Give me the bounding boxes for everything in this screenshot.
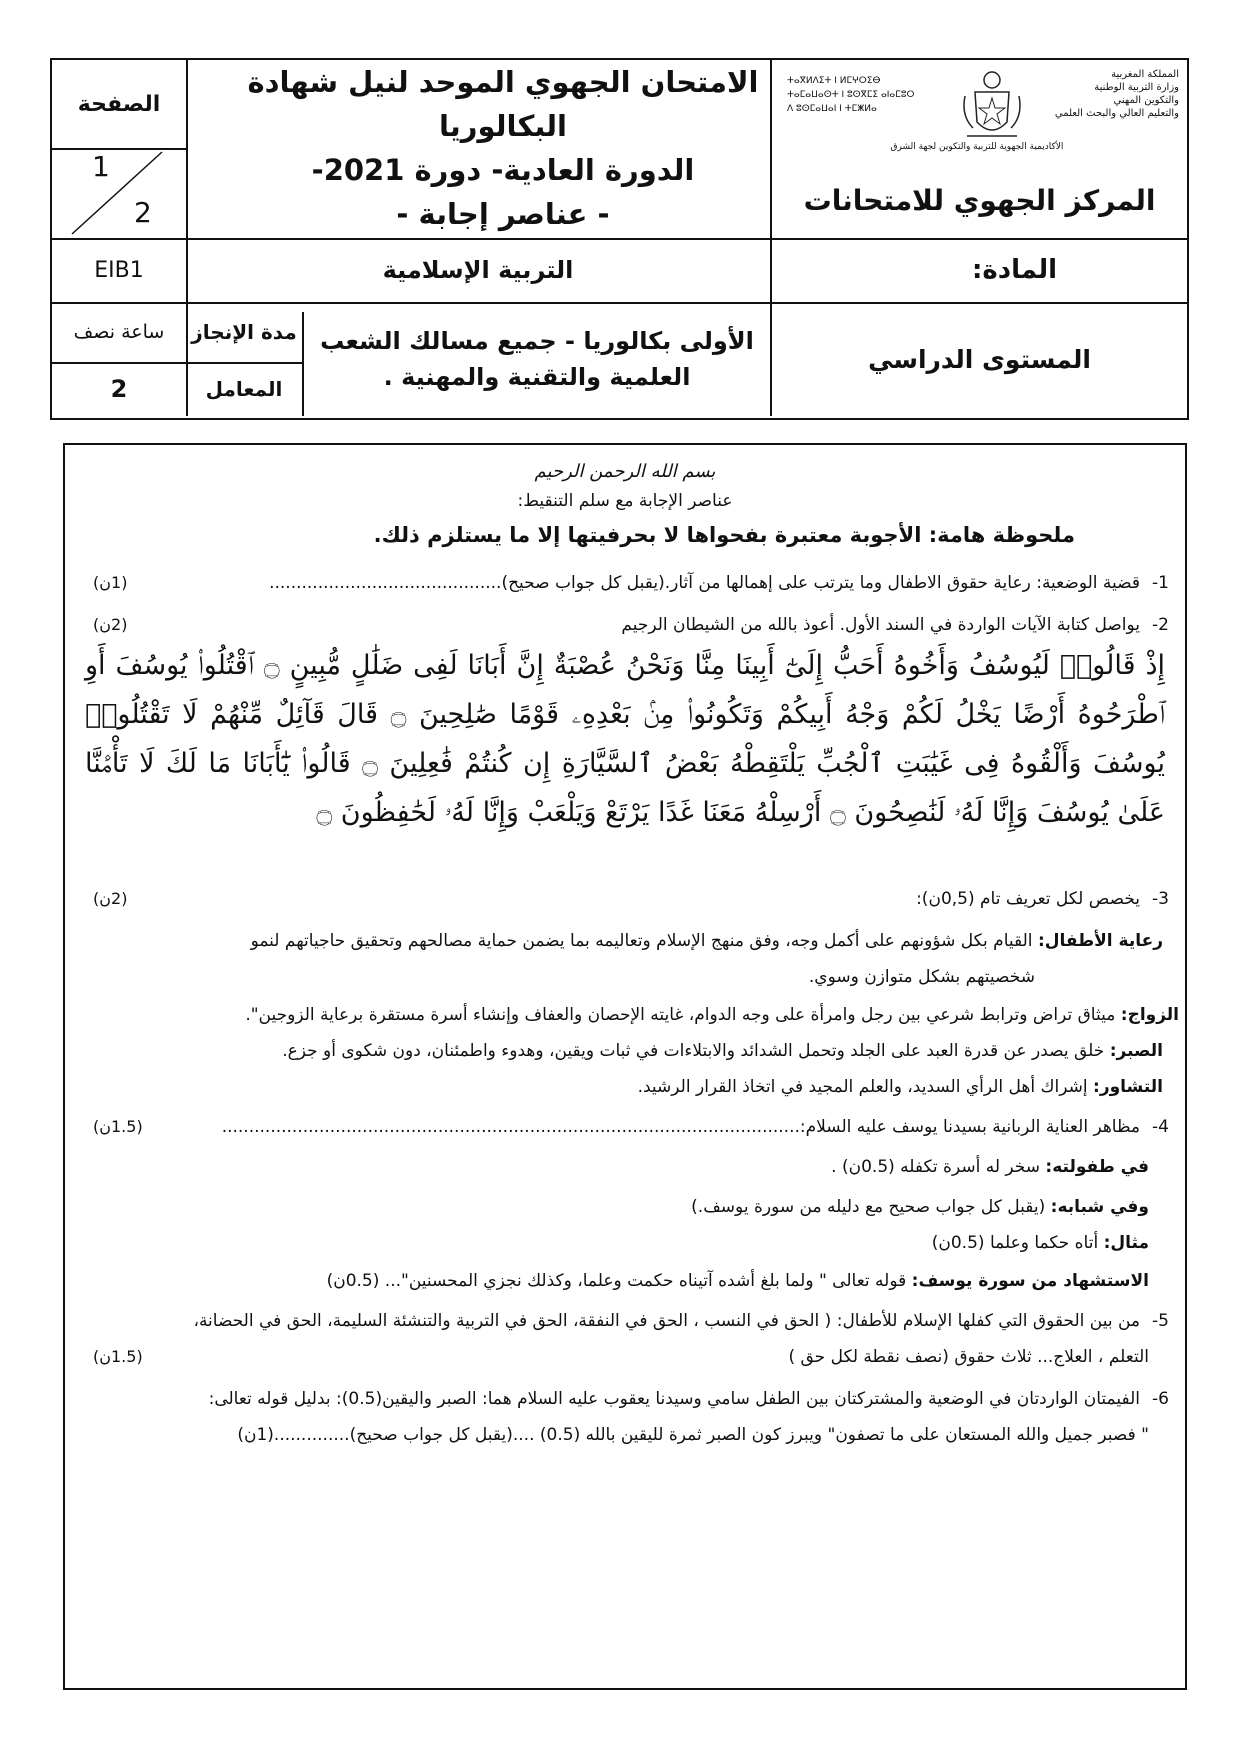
question-text: يواصل كتابة الآيات الواردة في السند الأول. أعوذ بالله من الشيطان الرجيم bbox=[621, 615, 1141, 635]
q4-citation bbox=[65, 1271, 1185, 1291]
answer-text: قوله تعالى " ولما بلغ أشده آتيناه حكمت وعلما، وكذلك نجزي المحسنين"... (0.5ن) bbox=[326, 1271, 907, 1291]
ministry-text-ar bbox=[1049, 68, 1179, 120]
question-2 bbox=[65, 615, 1185, 635]
tifinagh-line: ⵜⴰⴳⵍⴷⵉⵜ ⵏ ⵍⵎⵖⵔⵉⴱ bbox=[787, 76, 881, 86]
question-points: (1.5ن) bbox=[93, 1117, 143, 1136]
coefficient-value: 2 bbox=[110, 375, 128, 403]
definition-text: خلق يصدر عن قدرة العبد على الجلد وتحمل الشدائد والابتلاءات في ثبات ويقين، وهدوء واطمئنان، دون شكوى أو جزع. bbox=[282, 1041, 1105, 1061]
exam-title-line-3: - عناصر إجابة - bbox=[396, 197, 610, 231]
answer-term: وفي شبابه: bbox=[1050, 1197, 1149, 1217]
definition-text: إشراك أهل الرأي السديد، والعلم المجيد في اتخاذ القرار الرشيد. bbox=[637, 1077, 1088, 1097]
question-number: 5- bbox=[1152, 1311, 1169, 1331]
question-text: قضية الوضعية: رعاية حقوق الاطفال وما يترتب على إهمالها من آثار.(يقبل كل جواب صحيح)........................................... bbox=[269, 573, 1141, 593]
question-6-cont: " فصبر جميل والله المستعان على ما تصفون" ويبرز كون الصبر ثمرة لليقين بالله (0.5) ....(يقبل كل جواب صحيح)..............(1ن) bbox=[237, 1425, 1149, 1445]
definition-term: الزواج: bbox=[1120, 1005, 1179, 1025]
subject-label: المادة: bbox=[972, 255, 1057, 285]
academy-line: الأكاديمية الجهوية للتربية والتكوين لجهة الشرق bbox=[890, 142, 1064, 152]
question-number: 2- bbox=[1152, 615, 1169, 635]
answer-text: أتاه حكما وعلما (0.5ن) bbox=[931, 1233, 1099, 1253]
ministry-line: المملكة المغربية bbox=[1111, 69, 1179, 80]
question-1 bbox=[65, 573, 1185, 593]
tifinagh-line: ⵜⴰⵎⴰⵡⴰⵙⵜ ⵏ ⵓⵙⴳⵎⵉ ⴰⵏⴰⵎⵓⵔ bbox=[787, 90, 915, 100]
definition-marriage bbox=[65, 1005, 1185, 1025]
grading-intro: عناصر الإجابة مع سلم التنقيط: bbox=[517, 491, 733, 511]
q4-childhood bbox=[65, 1157, 1185, 1177]
duration-label: مدة الإنجاز bbox=[191, 320, 297, 344]
question-number: 3- bbox=[1152, 889, 1169, 909]
answer-text: (يقبل كل جواب صحيح مع دليله من سورة يوسف.) bbox=[691, 1197, 1046, 1217]
ministry-text-tifinagh bbox=[787, 74, 947, 116]
question-3 bbox=[65, 889, 1185, 909]
question-text: يخصص لكل تعريف تام (0,5ن): bbox=[916, 889, 1141, 909]
question-6 bbox=[65, 1389, 1185, 1409]
definition-text: ميثاق تراض وترابط شرعي بين رجل وامرأة على وجه الدوام، غايته الإحصان والعفاف وإنشاء أسرة مستقرة برعاية الزوجين". bbox=[245, 1005, 1116, 1025]
duration-value: ساعة نصف bbox=[73, 321, 165, 343]
exam-title-line-2: الدورة العادية- دورة 2021- bbox=[311, 153, 695, 187]
definition-term: رعاية الأطفال: bbox=[1037, 931, 1163, 951]
question-5-cont bbox=[65, 1347, 1185, 1367]
question-points: (2ن) bbox=[93, 615, 128, 634]
important-note: ملحوظة هامة: الأجوبة معتبرة بفحواها لا بحرفيتها إلا ما يستلزم ذلك. bbox=[373, 523, 1075, 547]
question-number: 6- bbox=[1152, 1389, 1169, 1409]
answer-term: مثال: bbox=[1103, 1233, 1149, 1253]
question-5 bbox=[65, 1311, 1185, 1331]
level-label: المستوى الدراسي bbox=[868, 344, 1091, 374]
exam-title bbox=[234, 60, 772, 236]
page-total: 2 bbox=[134, 196, 152, 229]
question-number: 1- bbox=[1152, 573, 1169, 593]
coat-of-arms-icon bbox=[957, 66, 1027, 146]
question-number: 4- bbox=[1152, 1117, 1169, 1137]
definition-text: القيام بكل شؤونهم على أكمل وجه، وفق منهج الإسلام وتعاليمه بما يضمن حماية مصالحهم وتحقيق حاجياتهم لنمو bbox=[250, 931, 1033, 951]
ministry-line: والتكوين المهني bbox=[1113, 95, 1179, 106]
answer-term: في طفولته: bbox=[1045, 1157, 1149, 1177]
quran-verses: إِذْ قَالُوا۟ لَيُوسُفُ وَأَخُوهُ أَحَبُّ إِلَىٰٓ أَبِينَا مِنَّا وَنَحْنُ عُصْبَةٌ إِنَّ أَبَانَا لَفِى ضَلَٰلٍ مُّبِينٍ ۝ ٱقْتُلُوا۟ يُوسُفَ أَوِ ٱطْرَحُوهُ أَرْضًا يَخْلُ لَكُمْ وَجْهُ أَبِيكُمْ وَتَكُونُوا۟ مِنۢ بَعْدِهِۦ قَوْمًا صَٰلِحِينَ ۝ قَالَ قَآئِلٌ مِّنْهُمْ لَا تَقْتُلُوا۟ يُوسُفَ وَأَلْقُوهُ فِى غَيَٰبَتِ ٱلْجُبِّ يَلْتَقِطْهُ بَعْضُ ٱلسَّيَّارَةِ إِن كُنتُمْ فَٰعِلِينَ ۝ قَالُوا۟ يَٰٓأَبَانَا مَا لَكَ لَا تَأْمَ۫نَّا عَلَىٰ يُوسُفَ وَإِنَّا لَهُۥ لَنَٰصِحُونَ ۝ أَرْسِلْهُ مَعَنَا غَدًا يَرْتَعْ وَيَلْعَبْ وَإِنَّا لَهُۥ لَحَٰفِظُونَ ۝ bbox=[85, 650, 1166, 828]
definition-consultation bbox=[65, 1077, 1185, 1097]
definition-child-care bbox=[65, 931, 1185, 951]
definition-patience bbox=[65, 1041, 1185, 1061]
question-text: من بين الحقوق التي كفلها الإسلام للأطفال: ( الحق في النسب ، الحق في النفقة، الحق في التربية والتنشئة السليمة، الحق في الحضانة، bbox=[193, 1311, 1141, 1331]
ministry-logo-block bbox=[772, 60, 1187, 178]
exam-header bbox=[50, 58, 1189, 420]
level-value bbox=[302, 302, 772, 416]
exam-code: EIB1 bbox=[94, 257, 144, 283]
exam-center-label: المركز الجهوي للامتحانات bbox=[803, 183, 1156, 217]
level-line-2: العلمية والتقنية والمهنية . bbox=[383, 363, 691, 391]
question-text: مظاهر العناية الربانية بسيدنا يوسف عليه السلام:........................................................................................................... bbox=[221, 1117, 1141, 1137]
question-points: (1.5ن) bbox=[93, 1347, 143, 1366]
definition-term: الصبر: bbox=[1109, 1041, 1163, 1061]
question-4 bbox=[65, 1117, 1185, 1137]
definition-child-care-cont: شخصيتهم بشكل متوازن وسوي. bbox=[808, 967, 1035, 987]
coefficient-label: المعامل bbox=[205, 377, 283, 401]
level-line-1: الأولى بكالوريا - جميع مسالك الشعب bbox=[320, 327, 754, 355]
q4-example bbox=[65, 1233, 1185, 1253]
answer-text: سخر له أسرة تكفله (0.5ن) . bbox=[831, 1157, 1040, 1177]
q4-youth bbox=[65, 1197, 1185, 1217]
tifinagh-line: ⴷ ⵓⵙⵎⴰⵡⴰⵏ ⵏ ⵜⵎⵥⵍⴰ bbox=[787, 104, 877, 114]
fraction-slash-icon bbox=[52, 148, 186, 238]
exam-title-line-1: الامتحان الجهوي الموحد لنيل شهادة البكالوريا bbox=[247, 65, 759, 143]
question-points: (1ن) bbox=[93, 573, 128, 592]
page-label: الصفحة bbox=[77, 91, 161, 117]
answer-term: الاستشهاد من سورة يوسف: bbox=[911, 1271, 1149, 1291]
basmala: بسم الله الرحمن الرحيم bbox=[534, 461, 716, 482]
question-points: (2ن) bbox=[93, 889, 128, 908]
question-text: الفيمتان الواردتان في الوضعية والمشتركتان بين الطفل سامي وسيدنا يعقوب عليه السلام هما: الصبر واليقين(0.5): بدليل قوله تعالى: bbox=[208, 1389, 1141, 1409]
answer-content bbox=[63, 443, 1187, 1690]
ministry-line: وزارة التربية الوطنية bbox=[1094, 82, 1179, 93]
definition-term: التشاور: bbox=[1093, 1077, 1163, 1097]
subject-value: التربية الإسلامية bbox=[382, 256, 574, 284]
question-text: التعلم ، العلاج... ثلاث حقوق (نصف نقطة لكل حق ) bbox=[788, 1347, 1149, 1367]
ministry-line: والتعليم العالي والبحث العلمي bbox=[1054, 108, 1179, 119]
page-current: 1 bbox=[92, 150, 110, 183]
page-number bbox=[52, 148, 186, 238]
